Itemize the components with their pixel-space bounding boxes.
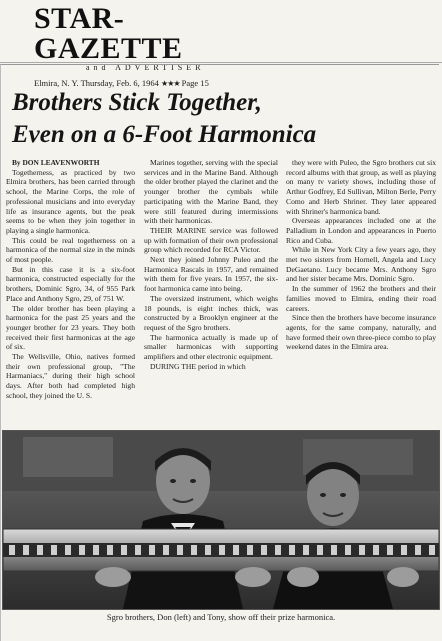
six-foot-harmonica: [3, 529, 439, 571]
paragraph: THEIR MARINE service was followed up with formation of their own professional group which recorded for RCA Victor.: [144, 225, 278, 255]
paragraph: Togetherness, as practiced by two Elmira brothers, has been carried through school, the Marine Corps, the role of professional musicians and into everyday life as insurance agents, but the peak seems to be when they join together in playing a single harmonica.: [6, 167, 135, 235]
paragraph: The Wellsville, Ohio, natives formed their own professional group, "The Harmaniacs," during their high school days. After both had completed high school, they joined the U. S.: [6, 352, 135, 400]
dateline-text: Elmira, N. Y. Thursday, Feb. 6, 1964: [34, 78, 159, 88]
article-column-3: [286, 158, 436, 426]
page-number: Page 15: [181, 78, 209, 88]
paragraph: Next they joined Johnny Puleo and the Harmonica Rascals in 1957, and remained with them for five years. In 1957, the six-foot harmonica came into being.: [144, 255, 278, 294]
paragraph: In the summer of 1962 the brothers and their families moved to Elmira, ending their road careers.: [286, 284, 436, 313]
byline: By DON LEAVENWORTH: [12, 158, 100, 167]
paragraph: The harmonica actually is made up of smaller harmonicas with supporting amplifiers and other electronic equipment.: [144, 332, 278, 362]
headline-line-1: Brothers Stick Together,: [12, 89, 262, 116]
paragraph: Since then the brothers have become insurance agents, for the same company, naturally, and have formed their own three-piece combo to play weekend dates in the Elmira area.: [286, 313, 436, 352]
paragraph: The oversized instrument, which weighs 18 pounds, is eight inches thick, was constructed by a Brooklyn engineer at the request of the Sgro brothers.: [144, 293, 278, 332]
paragraph: Overseas appearances included one at the Palladium in London and appearances in Puerto Rico and Cuba.: [286, 216, 436, 245]
newspaper-title: STAR-GAZETTE: [34, 2, 183, 65]
photo-illustration: [3, 431, 439, 609]
photo-caption: Sgro brothers, Don (left) and Tony, show off their prize harmonica.: [106, 612, 336, 622]
edition-stars: ★★★: [161, 79, 180, 88]
paragraph: Marines together, serving with the special services and in the Marine Band. Although the older brother played the clarinet and the younger brother the cymbals while participating with the Marine Band, they were still featured during intermissions with their harmonicas.: [144, 158, 278, 226]
paragraph: they were with Puleo, the Sgro brothers cut six record albums with that group, as well as playing on many tv variety shows, including those of Arthur Godfrey, Ed Sullivan, Milton Berle, Perry Como and Herb Shriner. They later appeared with Shriner's harmonica band.: [286, 158, 436, 216]
article-column-1: [6, 158, 135, 426]
article-column-2: [144, 158, 278, 426]
paragraph: The older brother has been playing a harmonica for the past 25 years and the younger brother for 23 years. They both received their first harmonicas at the age of six.: [6, 303, 135, 352]
paragraph: This could be real togetherness on a harmonica of the normal size in the minds of most people.: [6, 235, 135, 265]
headline-line-2: Even on a 6-Foot Harmonica: [12, 121, 317, 148]
paragraph: DURING THE period in which: [150, 361, 246, 371]
paragraph: While in New York City a few years ago, they met two sisters from Hornell, Angela and Lucy DeGaetano. Lucy became Mrs. Anthony Sgro and her sister became Mrs. Dominic Sgro.: [286, 245, 436, 284]
newspaper-subtitle: and ADVERTISER: [86, 63, 205, 72]
paragraph: But in this case it is a six-foot harmonica, constructed especially for the brothers, Dominic Sgro, 34, of 955 Park Place and Anthony Sgro, 29, of 751 W.: [6, 264, 135, 303]
article-headline: [12, 87, 432, 151]
article-photo: [2, 430, 440, 610]
